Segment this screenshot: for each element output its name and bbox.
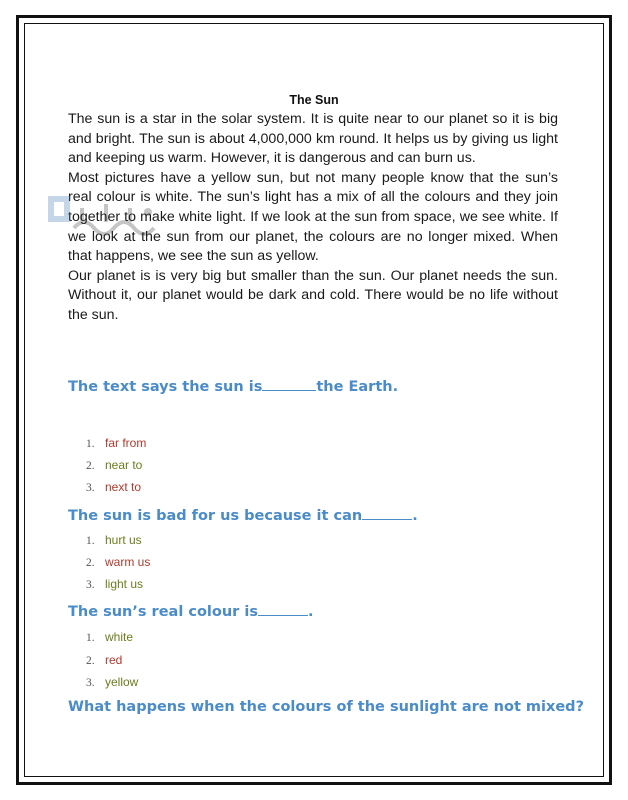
option-text: light us — [105, 577, 144, 591]
question-1-text-before: The text says the sun is — [68, 379, 263, 395]
option-number: 1. — [86, 632, 95, 644]
question-2-blank — [362, 505, 412, 520]
option-number: 2. — [86, 460, 95, 472]
option-number: 3. — [86, 579, 95, 591]
question-2-option-3 — [86, 577, 143, 591]
option-text: near to — [105, 458, 143, 472]
document-title: The Sun — [289, 93, 339, 107]
passage-paragraph-1: The sun is a star in the solar system. It is quite near to our planet so it is big and bright. The sun is about 4,000,000 km round. It helps us by giving us light and keeping us warm. However, it is dangerous and can burn us. — [68, 111, 558, 167]
question-3-option-2 — [86, 653, 122, 667]
question-3-blank — [258, 601, 308, 616]
question-1-text-after: the Earth. — [316, 379, 399, 395]
option-number: 3. — [86, 482, 95, 494]
passage-paragraph-2: Most pictures have a yellow sun, but not many people know that the sun’s real colour is white. The sun’s light has a mix of all the colours and they join together to make white light. If we look at the sun from space, we see white. If we look at the sun from our planet, the colours are no longer mixed. When that happens, we see the sun as yellow. — [68, 169, 558, 265]
question-3-option-1 — [86, 630, 133, 644]
question-2-text-after: . — [412, 508, 418, 524]
question-4-text: What happens when the colours of the sunlight are not mixed? — [68, 699, 584, 715]
reading-passage — [68, 110, 558, 326]
option-number: 1. — [86, 438, 95, 450]
question-3-text-after: . — [307, 604, 314, 620]
option-text: far from — [105, 436, 147, 450]
option-text: white — [105, 630, 134, 644]
question-1-option-3 — [86, 480, 141, 494]
question-2 — [68, 505, 418, 524]
question-1-blank — [262, 376, 316, 391]
option-text: warm us — [105, 555, 151, 569]
passage-paragraph-3: Our planet is is very big but smaller than the sun. Our planet needs the sun. Without it, our planet would be dark and cold. There would be no life without the sun. — [68, 267, 558, 323]
option-text: next to — [105, 480, 142, 494]
question-1-option-1 — [86, 436, 146, 450]
option-text: red — [105, 653, 123, 667]
question-3 — [68, 601, 313, 620]
question-1-option-2 — [86, 458, 142, 472]
question-2-option-2 — [86, 555, 150, 569]
question-4 — [68, 699, 584, 715]
option-number: 2. — [86, 557, 95, 569]
question-1 — [68, 376, 398, 395]
question-3-text-before: The sun’s real colour is — [68, 604, 258, 620]
option-number: 3. — [86, 677, 95, 689]
option-number: 1. — [86, 535, 95, 547]
option-text: hurt us — [105, 533, 142, 547]
question-2-text-before: The sun is bad for us because it can — [68, 508, 363, 524]
option-number: 2. — [86, 655, 95, 667]
option-text: yellow — [105, 675, 139, 689]
question-2-option-1 — [86, 533, 142, 547]
question-3-option-3 — [86, 675, 138, 689]
